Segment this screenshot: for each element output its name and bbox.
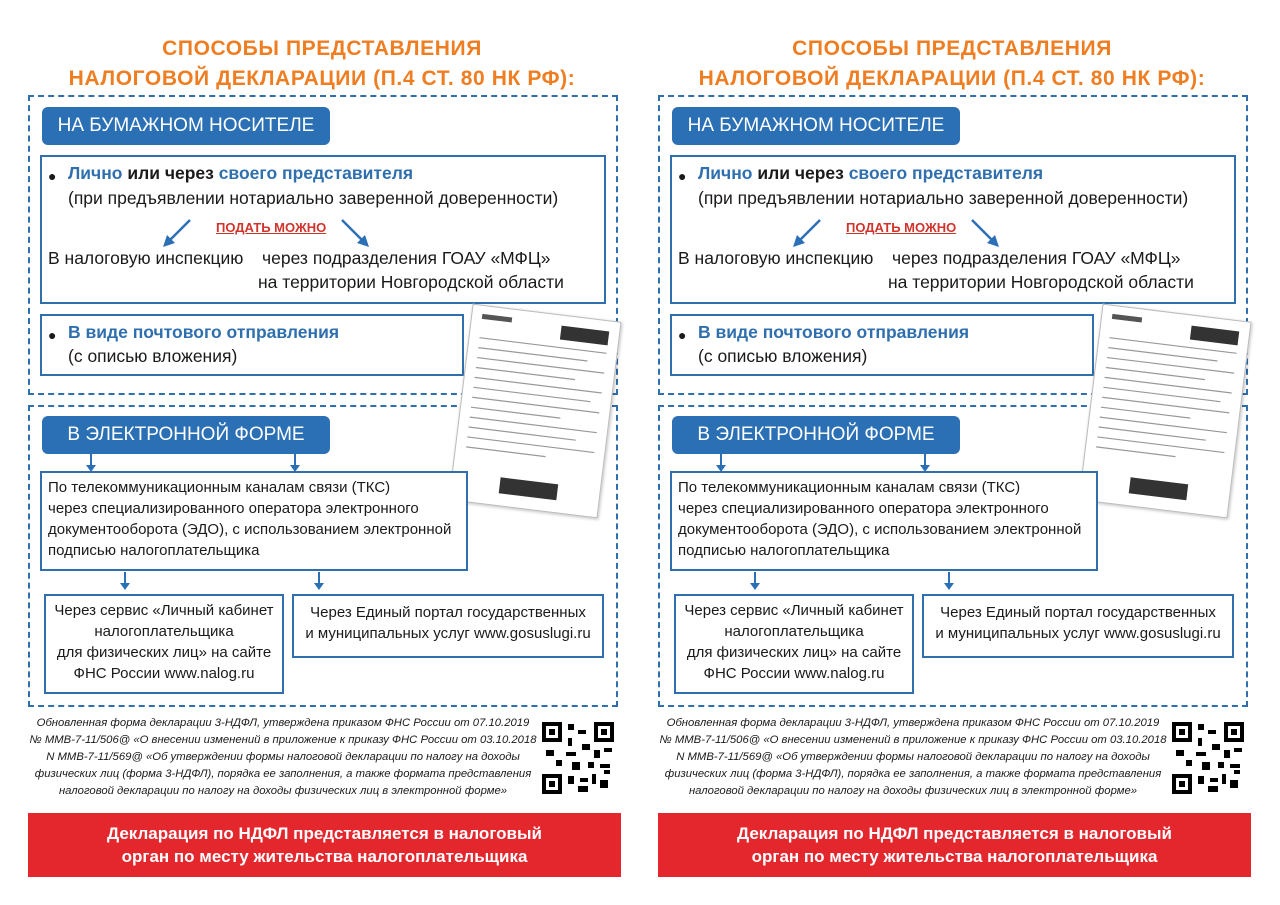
bullet-icon: ● (48, 327, 57, 343)
personal-note: (при предъявлении нотариально заверенной доверенности) (698, 188, 1189, 208)
electronic-heading: В ЭЛЕКТРОННОЙ ФОРМЕ (42, 416, 330, 454)
bullet-icon: ● (678, 168, 687, 184)
paper-heading: НА БУМАЖНОМ НОСИТЕЛЕ (672, 107, 960, 145)
option-mfc-line1: через подразделения ГОАУ «МФЦ» (892, 248, 1181, 268)
option-mfc-line2: на территории Новгородской области (888, 272, 1194, 292)
arrow-down-icon (942, 572, 956, 592)
option-tax-office: В налоговую инспекцию (678, 248, 874, 268)
option-mfc-line2: на территории Новгородской области (258, 272, 564, 292)
warning-banner: Декларация по НДФЛ представляется в налоговый орган по месту жительства налогоплательщика (28, 813, 621, 877)
leaflet-left (22, 0, 622, 905)
can-submit-label: ПОДАТЬ МОЖНО (846, 220, 957, 235)
can-submit-label: ПОДАТЬ МОЖНО (216, 220, 327, 235)
arrow-down-left-icon (160, 216, 196, 250)
qr-code-icon (542, 722, 614, 794)
personal-line: Лично или через своего представителя (68, 163, 414, 183)
bullet-icon: ● (678, 327, 687, 343)
portal-box: Через Единый портал государственных и муниципальных услуг www.gosuslugi.ru (292, 594, 604, 658)
cabinet-box: Через сервис «Личный кабинет налогоплательщика для физических лиц» на сайте ФНС России www.nalog.ru (674, 594, 914, 694)
qr-code-icon (1172, 722, 1244, 794)
arrow-down-icon (312, 572, 326, 592)
arrow-down-icon (748, 572, 762, 592)
postal-label: В виде почтового отправления (698, 322, 970, 342)
personal-note: (при предъявлении нотариально заверенной доверенности) (68, 188, 559, 208)
postal-note: (с описью вложения) (68, 346, 238, 366)
option-mfc-line1: через подразделения ГОАУ «МФЦ» (262, 248, 551, 268)
form-lines-graphic (1080, 305, 1251, 518)
tks-box: По телекоммуникационным каналам связи (ТКС) через специализированного оператора электронного документооборота (ЭДО), с использованием электронной подписью налогоплательщика (670, 471, 1098, 571)
arrow-down-right-icon (968, 216, 1004, 250)
bullet-icon: ● (48, 168, 57, 184)
portal-box: Через Единый портал государственных и муниципальных услуг www.gosuslugi.ru (922, 594, 1234, 658)
cabinet-box: Через сервис «Личный кабинет налогоплательщика для физических лиц» на сайте ФНС России www.nalog.ru (44, 594, 284, 694)
tks-box: По телекоммуникационным каналам связи (ТКС) через специализированного оператора электронного документооборота (ЭДО), с использованием электронной подписью налогоплательщика (40, 471, 468, 571)
page-title: СПОСОБЫ ПРЕДСТАВЛЕНИЯ НАЛОГОВОЙ ДЕКЛАРАЦИИ (П.4 СТ. 80 НК РФ): (68, 37, 576, 90)
page-title: СПОСОБЫ ПРЕДСТАВЛЕНИЯ НАЛОГОВОЙ ДЕКЛАРАЦИИ (П.4 СТ. 80 НК РФ): (698, 37, 1206, 90)
arrow-down-left-icon (790, 216, 826, 250)
postal-note: (с описью вложения) (698, 346, 868, 366)
option-tax-office: В налоговую инспекцию (48, 248, 244, 268)
postal-label: В виде почтового отправления (68, 322, 340, 342)
footnote: Обновленная форма декларации 3-НДФЛ, утверждена приказом ФНС России от 07.10.2019 № ММВ-7-11/506@ «О внесении изменений в приложение к приказу ФНС России от 03.10.2018 N ММВ-7-11/569@ «Об утверждении формы налоговой декларации по налогу на доходы физических лиц (форма 3-НДФЛ), порядка ее заполнения, а также формата представления налоговой декларации по налогу на доходы физических лиц в электронной форме» (659, 717, 1167, 797)
declaration-form-image (1078, 304, 1251, 519)
leaflet-right (652, 0, 1252, 905)
form-lines-graphic (450, 305, 621, 518)
arrow-down-icon (118, 572, 132, 592)
arrow-down-right-icon (338, 216, 374, 250)
electronic-heading: В ЭЛЕКТРОННОЙ ФОРМЕ (672, 416, 960, 454)
warning-banner: Декларация по НДФЛ представляется в налоговый орган по месту жительства налогоплательщика (658, 813, 1251, 877)
paper-heading: НА БУМАЖНОМ НОСИТЕЛЕ (42, 107, 330, 145)
declaration-form-image (448, 304, 621, 519)
footnote: Обновленная форма декларации 3-НДФЛ, утверждена приказом ФНС России от 07.10.2019 № ММВ-7-11/506@ «О внесении изменений в приложение к приказу ФНС России от 03.10.2018 N ММВ-7-11/569@ «Об утверждении формы налоговой декларации по налогу на доходы физических лиц (форма 3-НДФЛ), порядка ее заполнения, а также формата представления налоговой декларации по налогу на доходы физических лиц в электронной форме» (29, 717, 537, 797)
personal-line: Лично или через своего представителя (698, 163, 1044, 183)
